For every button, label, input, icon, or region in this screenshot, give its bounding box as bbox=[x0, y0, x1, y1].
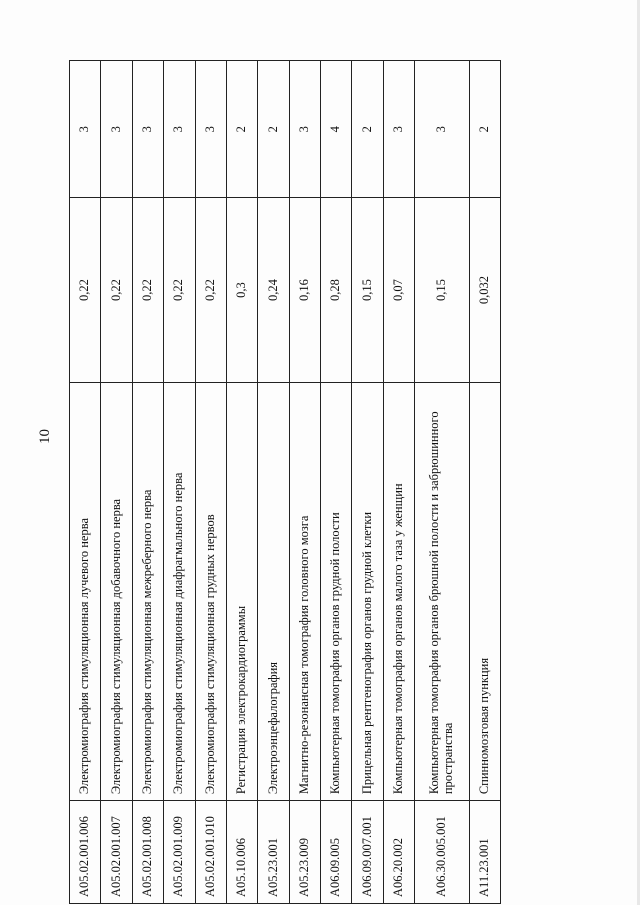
code-cell: A06.20.002 bbox=[383, 801, 414, 904]
freq-cell: 2 bbox=[352, 61, 383, 198]
freq-cell: 2 bbox=[258, 61, 289, 198]
services-table-rotated bbox=[69, 60, 501, 904]
freq-cell: 3 bbox=[383, 61, 414, 198]
name-cell: Электромиография стимуляционная добавочного нерва bbox=[101, 382, 132, 800]
ratio-cell: 0,07 bbox=[383, 198, 414, 382]
name-cell: Регистрация электрокардиограммы bbox=[226, 382, 257, 800]
name-cell: Спинномозговая пункция bbox=[469, 382, 500, 800]
code-cell: A05.02.001.006 bbox=[70, 801, 101, 904]
freq-cell: 3 bbox=[132, 61, 163, 198]
freq-cell: 3 bbox=[164, 61, 195, 198]
name-cell: Электромиография стимуляционная диафрагмального нерва bbox=[164, 382, 195, 800]
freq-cell: 3 bbox=[195, 61, 226, 198]
name-cell: Электроэнцефалография bbox=[258, 382, 289, 800]
freq-cell: 3 bbox=[415, 61, 469, 198]
code-cell: A05.02.001.010 bbox=[195, 801, 226, 904]
name-cell: Компьютерная томография органов брюшной полости и забрюшинного пространства bbox=[415, 382, 469, 800]
table-row bbox=[101, 61, 132, 904]
name-cell: Прицельная рентгенография органов грудной клетки bbox=[352, 382, 383, 800]
code-cell: A06.30.005.001 bbox=[415, 801, 469, 904]
code-cell: A05.23.009 bbox=[289, 801, 320, 904]
table-row bbox=[352, 61, 383, 904]
code-cell: A06.09.005 bbox=[321, 801, 352, 904]
ratio-cell: 0,15 bbox=[415, 198, 469, 382]
freq-cell: 2 bbox=[226, 61, 257, 198]
table-row bbox=[258, 61, 289, 904]
code-cell: A06.09.007.001 bbox=[352, 801, 383, 904]
code-cell: A11.23.001 bbox=[469, 801, 500, 904]
table-row bbox=[164, 61, 195, 904]
ratio-cell: 0,22 bbox=[70, 198, 101, 382]
name-cell: Электромиография стимуляционная грудных нервов bbox=[195, 382, 226, 800]
ratio-cell: 0,22 bbox=[195, 198, 226, 382]
name-cell: Компьютерная томография органов малого таза у женщин bbox=[383, 382, 414, 800]
ratio-cell: 0,032 bbox=[469, 198, 500, 382]
ratio-cell: 0,3 bbox=[226, 198, 257, 382]
ratio-cell: 0,16 bbox=[289, 198, 320, 382]
freq-cell: 4 bbox=[321, 61, 352, 198]
freq-cell: 3 bbox=[101, 61, 132, 198]
ratio-cell: 0,22 bbox=[101, 198, 132, 382]
services-table bbox=[69, 60, 501, 904]
code-cell: A05.02.001.007 bbox=[101, 801, 132, 904]
code-cell: A05.10.006 bbox=[226, 801, 257, 904]
name-cell: Электромиография стимуляционная лучевого нерва bbox=[70, 382, 101, 800]
table-row bbox=[226, 61, 257, 904]
ratio-cell: 0,24 bbox=[258, 198, 289, 382]
name-cell: Магнитно-резонансная томография головного мозга bbox=[289, 382, 320, 800]
code-cell: A05.23.001 bbox=[258, 801, 289, 904]
table-row bbox=[70, 61, 101, 904]
freq-cell: 3 bbox=[70, 61, 101, 198]
freq-cell: 2 bbox=[469, 61, 500, 198]
ratio-cell: 0,22 bbox=[132, 198, 163, 382]
table-row bbox=[289, 61, 320, 904]
table-row bbox=[469, 61, 500, 904]
table-row bbox=[383, 61, 414, 904]
freq-cell: 3 bbox=[289, 61, 320, 198]
name-cell: Электромиография стимуляционная межреберного нерва bbox=[132, 382, 163, 800]
name-cell: Компьютерная томография органов грудной полости bbox=[321, 382, 352, 800]
table-row bbox=[321, 61, 352, 904]
table-row bbox=[415, 61, 469, 904]
table-row bbox=[132, 61, 163, 904]
ratio-cell: 0,28 bbox=[321, 198, 352, 382]
page-number: 10 bbox=[37, 429, 53, 444]
code-cell: A05.02.001.008 bbox=[132, 801, 163, 904]
table-row bbox=[195, 61, 226, 904]
ratio-cell: 0,22 bbox=[164, 198, 195, 382]
code-cell: A05.02.001.009 bbox=[164, 801, 195, 904]
ratio-cell: 0,15 bbox=[352, 198, 383, 382]
